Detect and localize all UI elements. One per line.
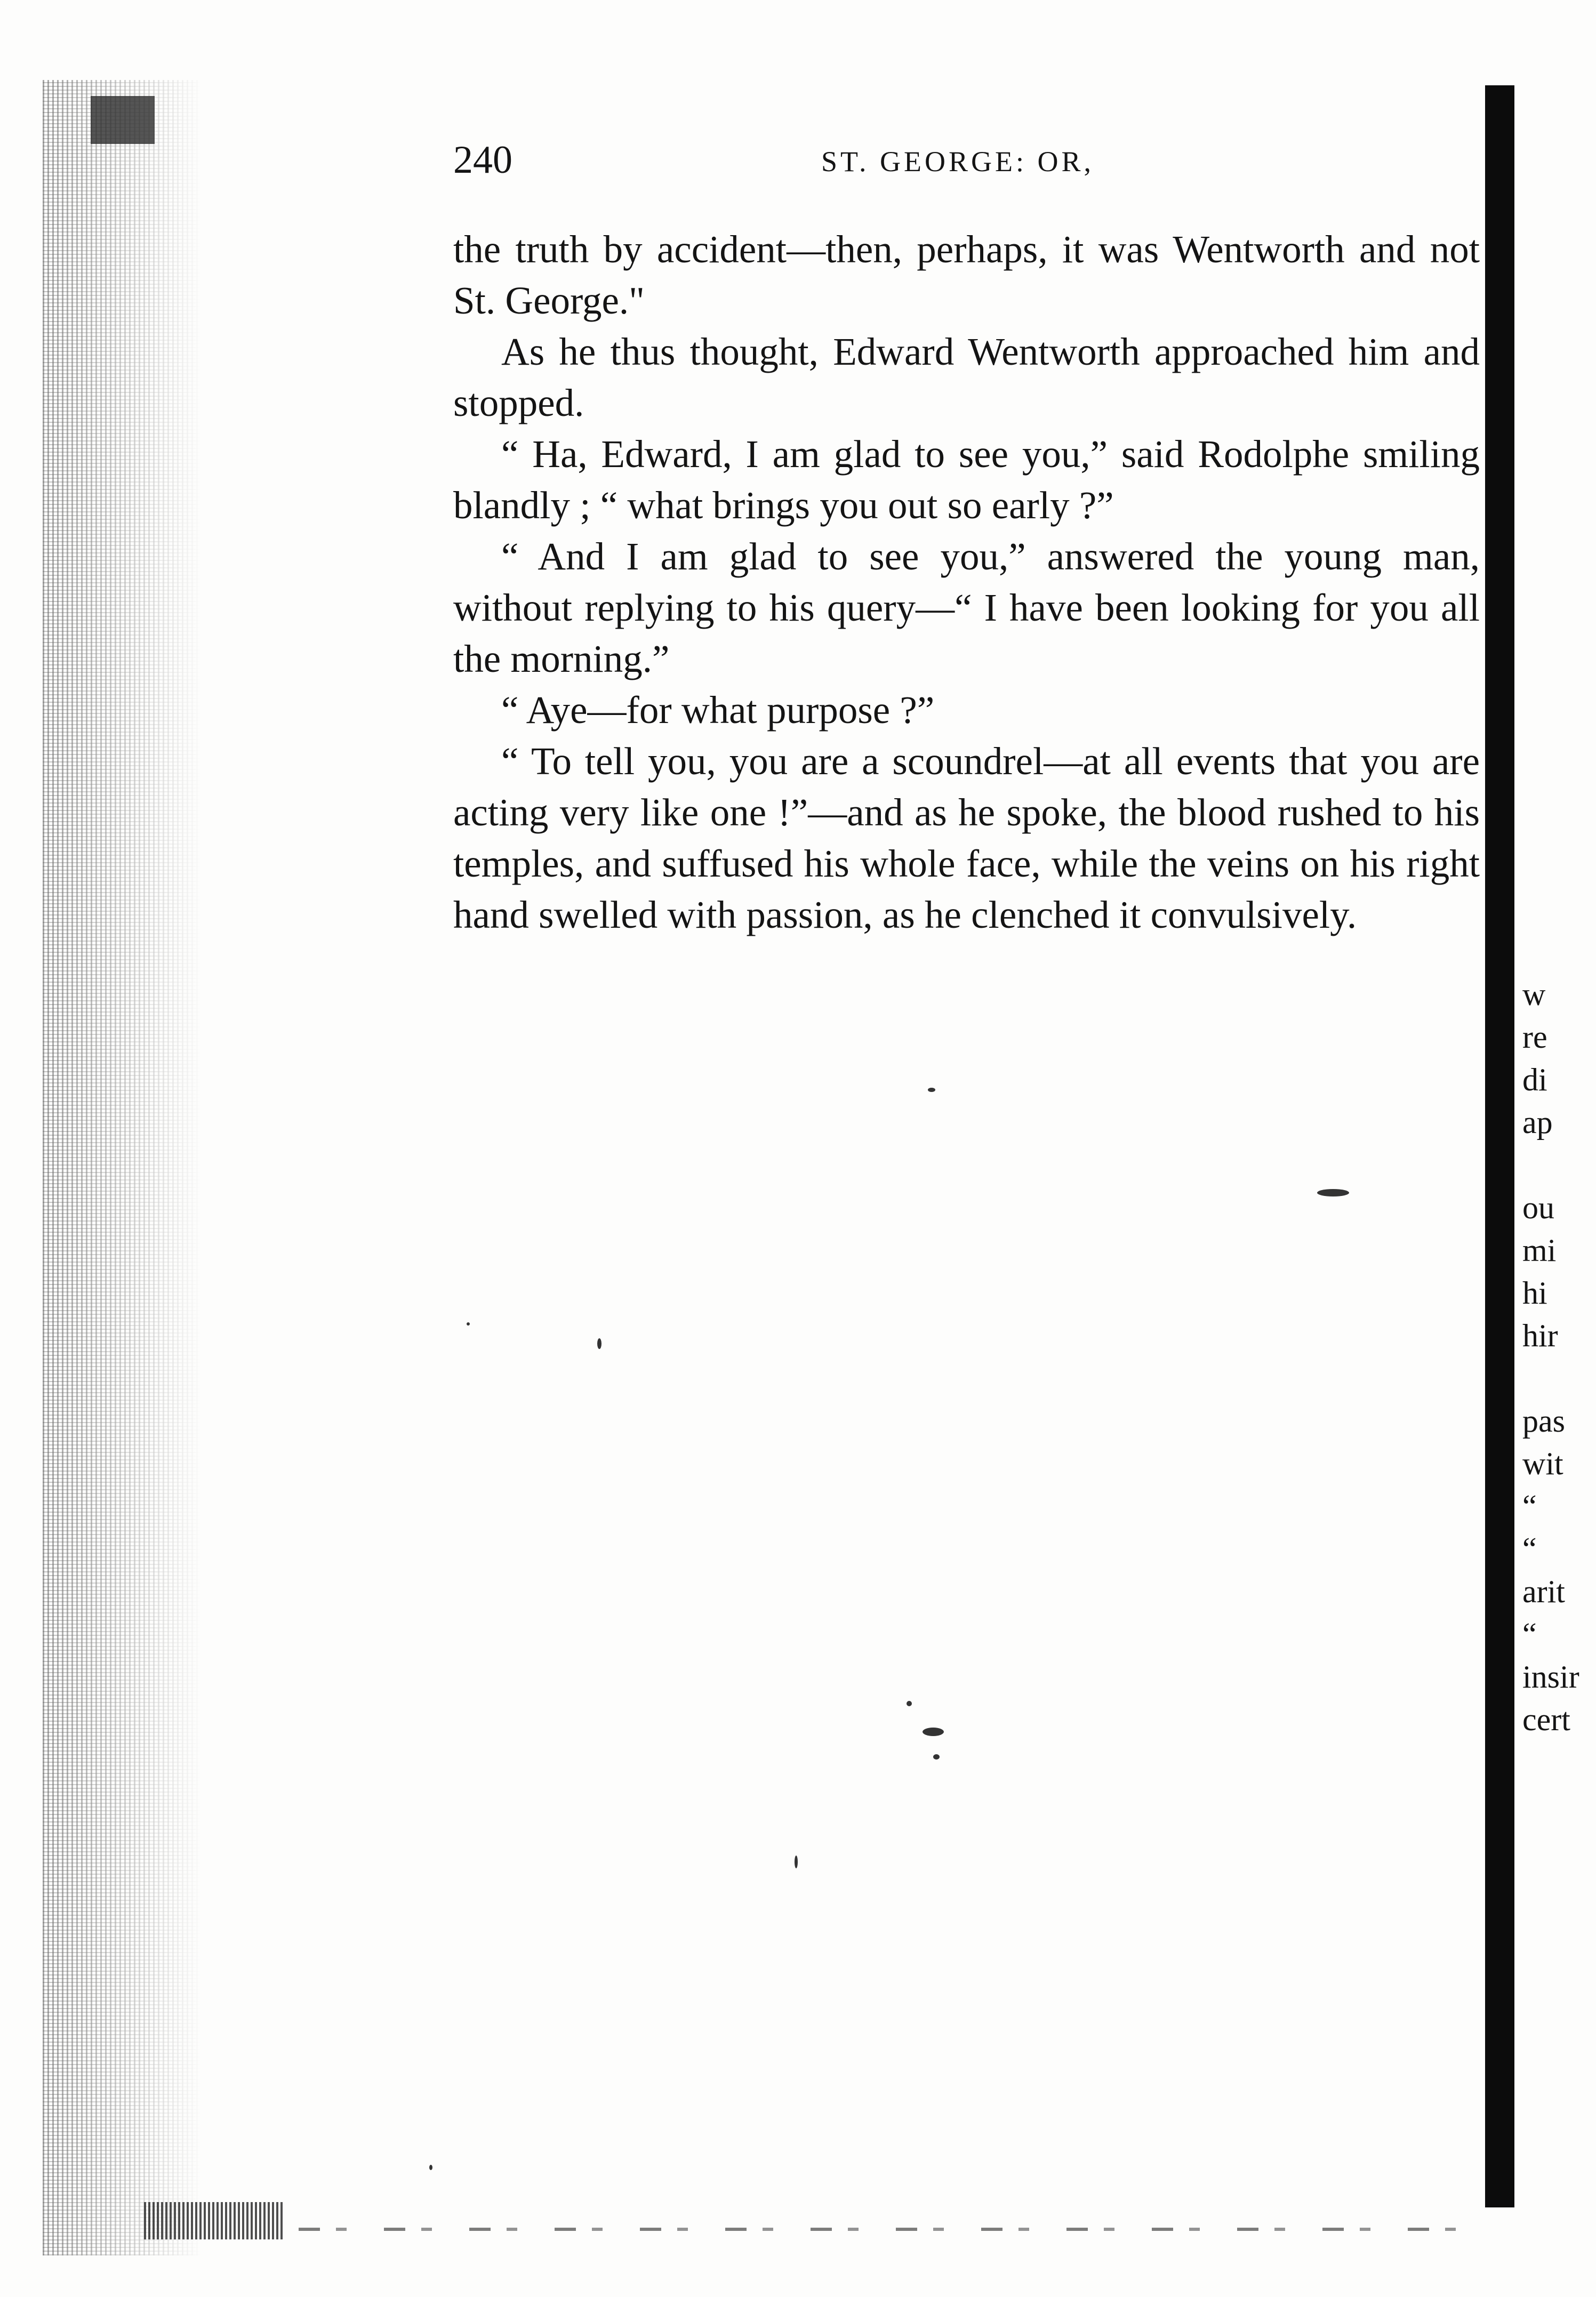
fragment	[1522, 1144, 1592, 1186]
fragment: hir	[1522, 1318, 1558, 1353]
facing-page-edge-bar	[1485, 85, 1514, 2207]
paragraph: “ To tell you, you are a scoundrel—at all events that you are acting very like one !”—and as he spoke, the blood rushed to his temples, and suffused his whole face, while the veins on his right hand swelled with passion, as he clenched it convulsively.	[453, 740, 1480, 936]
scan-speck	[795, 1856, 798, 1868]
scan-speck	[429, 2165, 432, 2170]
fragment	[1522, 1357, 1592, 1400]
paragraph: As he thus thought, Edward Wentworth approached him and stopped.	[453, 330, 1480, 424]
scan-speck	[907, 1701, 912, 1706]
paragraph: “ Aye—for what purpose ?”	[501, 688, 935, 732]
fragment: arit	[1522, 1574, 1565, 1609]
running-head: ST. GEORGE: OR,	[821, 146, 1095, 178]
fragment: “	[1522, 1617, 1537, 1652]
scanned-gutter-shadow	[43, 80, 203, 2255]
fragment: hi	[1522, 1275, 1547, 1311]
page-header	[453, 136, 1509, 184]
body-text	[453, 224, 1480, 941]
bottom-scan-edge	[299, 2228, 1472, 2231]
fragment: ou	[1522, 1190, 1554, 1225]
facing-page-fragments	[1522, 973, 1592, 1741]
fragment: “	[1522, 1489, 1537, 1524]
scan-speck	[597, 1338, 601, 1349]
fragment: re	[1522, 1019, 1547, 1055]
scan-speck	[933, 1754, 940, 1760]
page-number: 240	[453, 138, 512, 182]
gutter-binding-mark-bottom	[144, 2202, 283, 2239]
paragraph: “ Ha, Edward, I am glad to see you,” said Rodolphe smiling blandly ; “ what brings you out so early ?”	[453, 432, 1480, 527]
fragment: cert	[1522, 1702, 1570, 1737]
scan-speck	[928, 1088, 935, 1092]
fragment: mi	[1522, 1233, 1557, 1268]
fragment: w	[1522, 977, 1546, 1012]
fragment: “	[1522, 1531, 1537, 1567]
fragment: insir	[1522, 1659, 1579, 1694]
fragment: di	[1522, 1062, 1547, 1097]
gutter-binding-mark-top	[91, 96, 155, 144]
paragraph: “ And I am glad to see you,” answered the young man, without replying to his query—“ I have been looking for you all the morning.”	[453, 535, 1480, 680]
fragment: wit	[1522, 1446, 1563, 1481]
scan-speck	[1317, 1189, 1349, 1196]
scan-speck	[923, 1728, 944, 1736]
fragment: pas	[1522, 1403, 1565, 1439]
fragment: ap	[1522, 1105, 1553, 1140]
scan-speck	[467, 1322, 470, 1326]
paragraph: the truth by accident—then, perhaps, it was Wentworth and not St. George."	[453, 228, 1480, 322]
